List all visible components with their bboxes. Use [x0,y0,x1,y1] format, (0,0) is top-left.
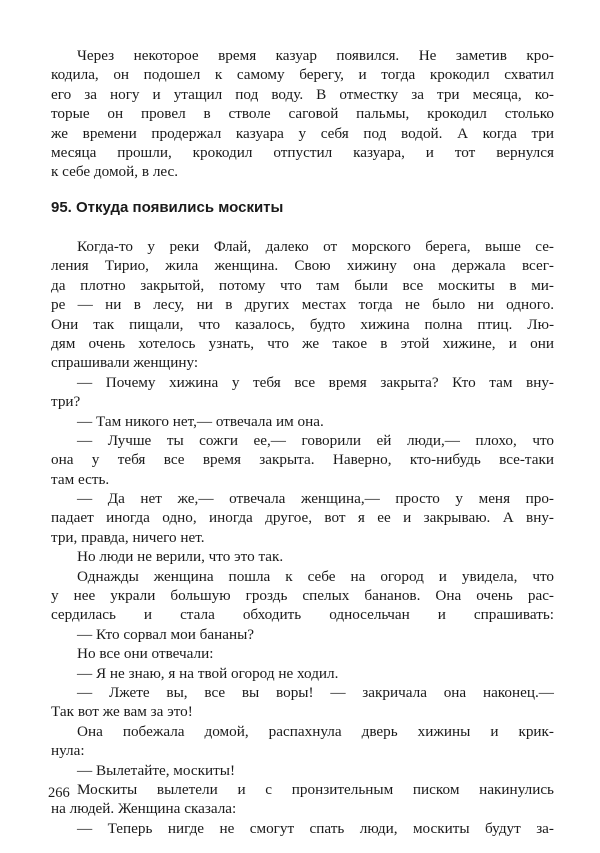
text-line: — Кто сорвал мои бананы? [77,625,255,643]
text-line: к себе домой, в лес. [51,163,179,181]
text-line: кодила, он подошел к самому берегу, и тогда крокодил схватил [51,66,554,84]
text-line: Через некоторое время казуар появился. Не заметив кро- [77,47,554,64]
text-line: — Да нет же,— отвечала женщина,— просто у меня про- [77,490,554,508]
text-line: — Я не знаю, я на твой огород не ходил. [77,664,339,682]
text-line: Но люди не верили, что это так. [77,548,284,566]
text-line: — Почему хижина у тебя все время закрыта? Кто там вну- [77,373,554,391]
text-line: — Лучше ты сожги ее,— говорили ей люди,— плохо, что [77,431,554,449]
text-line: Москиты вылетели и с пронзительным писком накинулись [77,780,554,798]
text-line: Она побежала домой, распахнула дверь хижины и крик- [77,722,554,740]
page-number: 266 [48,785,70,801]
text-line: ления Тирио, жила женщина. Свою хижину она держала всег- [51,257,554,275]
text-line: ре — ни в лесу, ни в других местах тогда не было ни одного. [51,296,554,314]
text-line: торые он провел в стволе саговой пальмы, крокодил столько [51,105,554,123]
text-line: на людей. Женщина сказала: [51,800,237,818]
text-line: Когда-то у реки Флай, далеко от морского берега, выше се- [77,238,554,255]
text-line: Так вот же вам за это! [51,703,193,721]
story-text [51,237,554,838]
text-line: — Теперь нигде не смогут спать люди, москиты будут за- [77,819,554,837]
text-line: падает иногда одно, иногда другое, вот я ее и закрываю. А вну- [51,509,554,527]
text-line: — Там никого нет,— отвечала им она. [77,412,324,430]
text-line: нула: [51,742,85,760]
text-line: там есть. [51,470,110,488]
text-line: три? [51,393,81,411]
text-line: дям очень хотелось узнать, что же такое в этой хижине, и они [51,334,554,352]
text-line: его за ногу и утащил под воду. В отместку за три месяца, ко- [51,85,554,103]
text-line: три, правда, ничего нет. [51,528,205,546]
intro-paragraph [51,46,554,182]
text-line: — Вылетайте, москиты! [77,761,236,779]
section-heading: 95. Откуда появились москиты [51,199,284,216]
text-line: Они так пищали, что казалось, будто хижина полна птиц. Лю- [51,315,554,333]
text-line: же времени продержал казуара у себя под водой. А когда три [51,124,554,142]
text-line: спрашивали женщину: [51,354,199,372]
text-line: да плотно закрытой, потому что там были все москиты в ми- [51,276,554,294]
text-line: она у тебя все время закрыта. Наверно, кто-нибудь все-таки [51,451,554,469]
text-line: Однажды женщина пошла к себе на огород и увидела, что [77,567,554,585]
text-line: Но все они отвечали: [77,645,214,663]
text-line: месяца прошли, крокодил отпустил казуара, и тот вернулся [51,143,554,161]
text-line: — Лжете вы, все вы воры! — закричала она наконец.— [77,683,554,701]
text-line: у нее украли большую гроздь спелых бананов. Она очень рас- [51,587,554,605]
text-line: сердилась и стала обходить односельчан и спрашивать: [51,606,554,624]
